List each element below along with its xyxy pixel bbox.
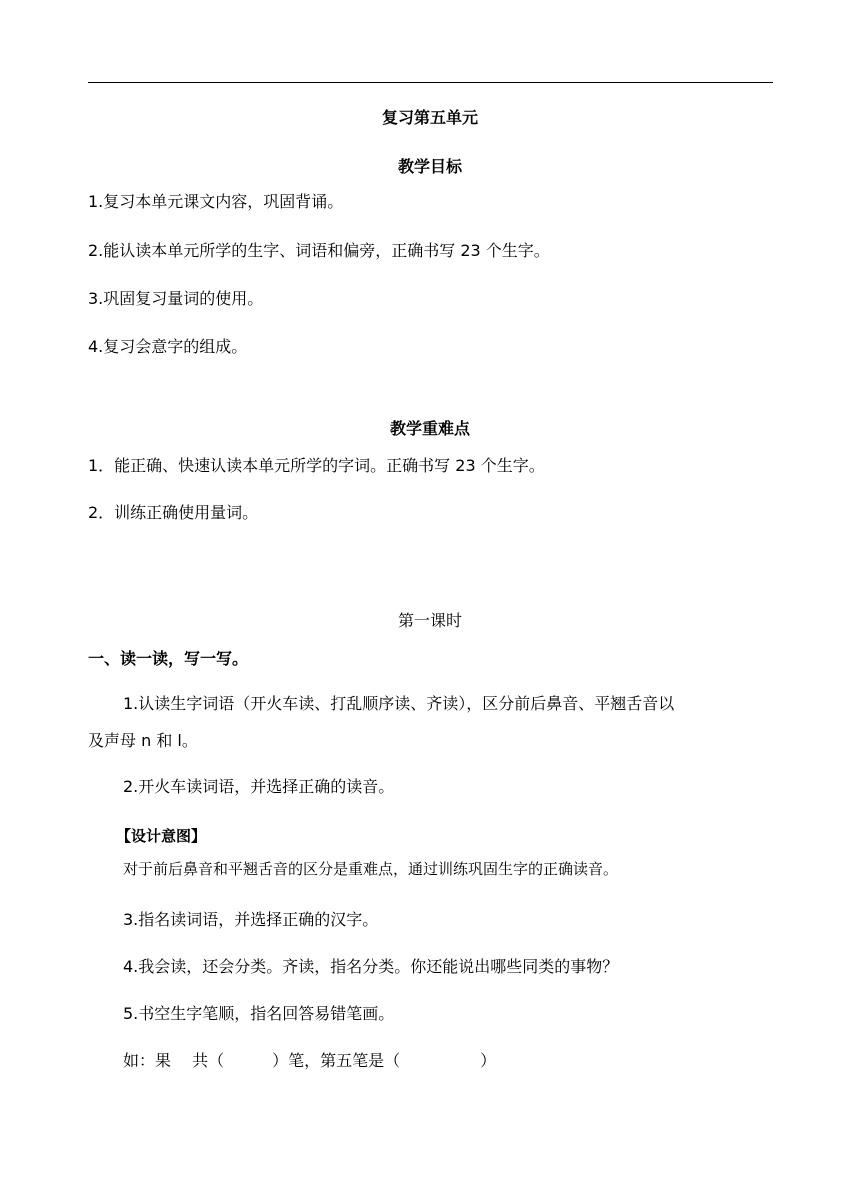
lesson-heading: 第一课时: [397, 611, 462, 630]
step-5: 5.书空生字笔顺，指名回答易错笔画。: [123, 1004, 395, 1023]
step-3: 3.指名读词语，并选择正确的汉字。: [123, 910, 379, 929]
keypoint-item: 1．能正确、快速认读本单元所学的字词。正确书写 23 个生字。: [88, 456, 545, 475]
goal-item: 1.复习本单元课文内容，巩固背诵。: [88, 192, 344, 211]
goal-item: 3.巩固复习量词的使用。: [88, 289, 264, 308]
goal-item: 2.能认读本单元所学的生字、词语和偏旁，正确书写 23 个生字。: [88, 241, 550, 260]
step-1-line-1: 1.认读生字词语（开火车读、打乱顺序读、齐读），区分前后鼻音、平翘舌音以: [123, 694, 675, 713]
doc-title: 复习第五单元: [381, 108, 478, 127]
design-intent-text: 对于前后鼻音和平翘舌音的区分是重难点，通过训练巩固生字的正确读音。: [123, 860, 619, 878]
section-title: 一、读一读，写一写。: [88, 649, 249, 668]
design-intent-title: 【设计意图】: [116, 827, 207, 845]
step-1-line-2: 及声母 n 和 l。: [88, 731, 198, 750]
goal-item: 4.复习会意字的组成。: [88, 337, 248, 356]
example-line: 如：果 共（ ）笔，第五笔是（ ）: [123, 1051, 497, 1070]
step-2: 2.开火车读词语，并选择正确的读音。: [123, 777, 395, 796]
keypoint-item: 2．训练正确使用量词。: [88, 503, 259, 522]
goals-heading: 教学目标: [397, 157, 462, 176]
header-rule: [88, 82, 773, 83]
keypoints-heading: 教学重难点: [389, 419, 470, 438]
step-4: 4.我会读，还会分类。齐读，指名分类。你还能说出哪些同类的事物？: [123, 957, 619, 976]
